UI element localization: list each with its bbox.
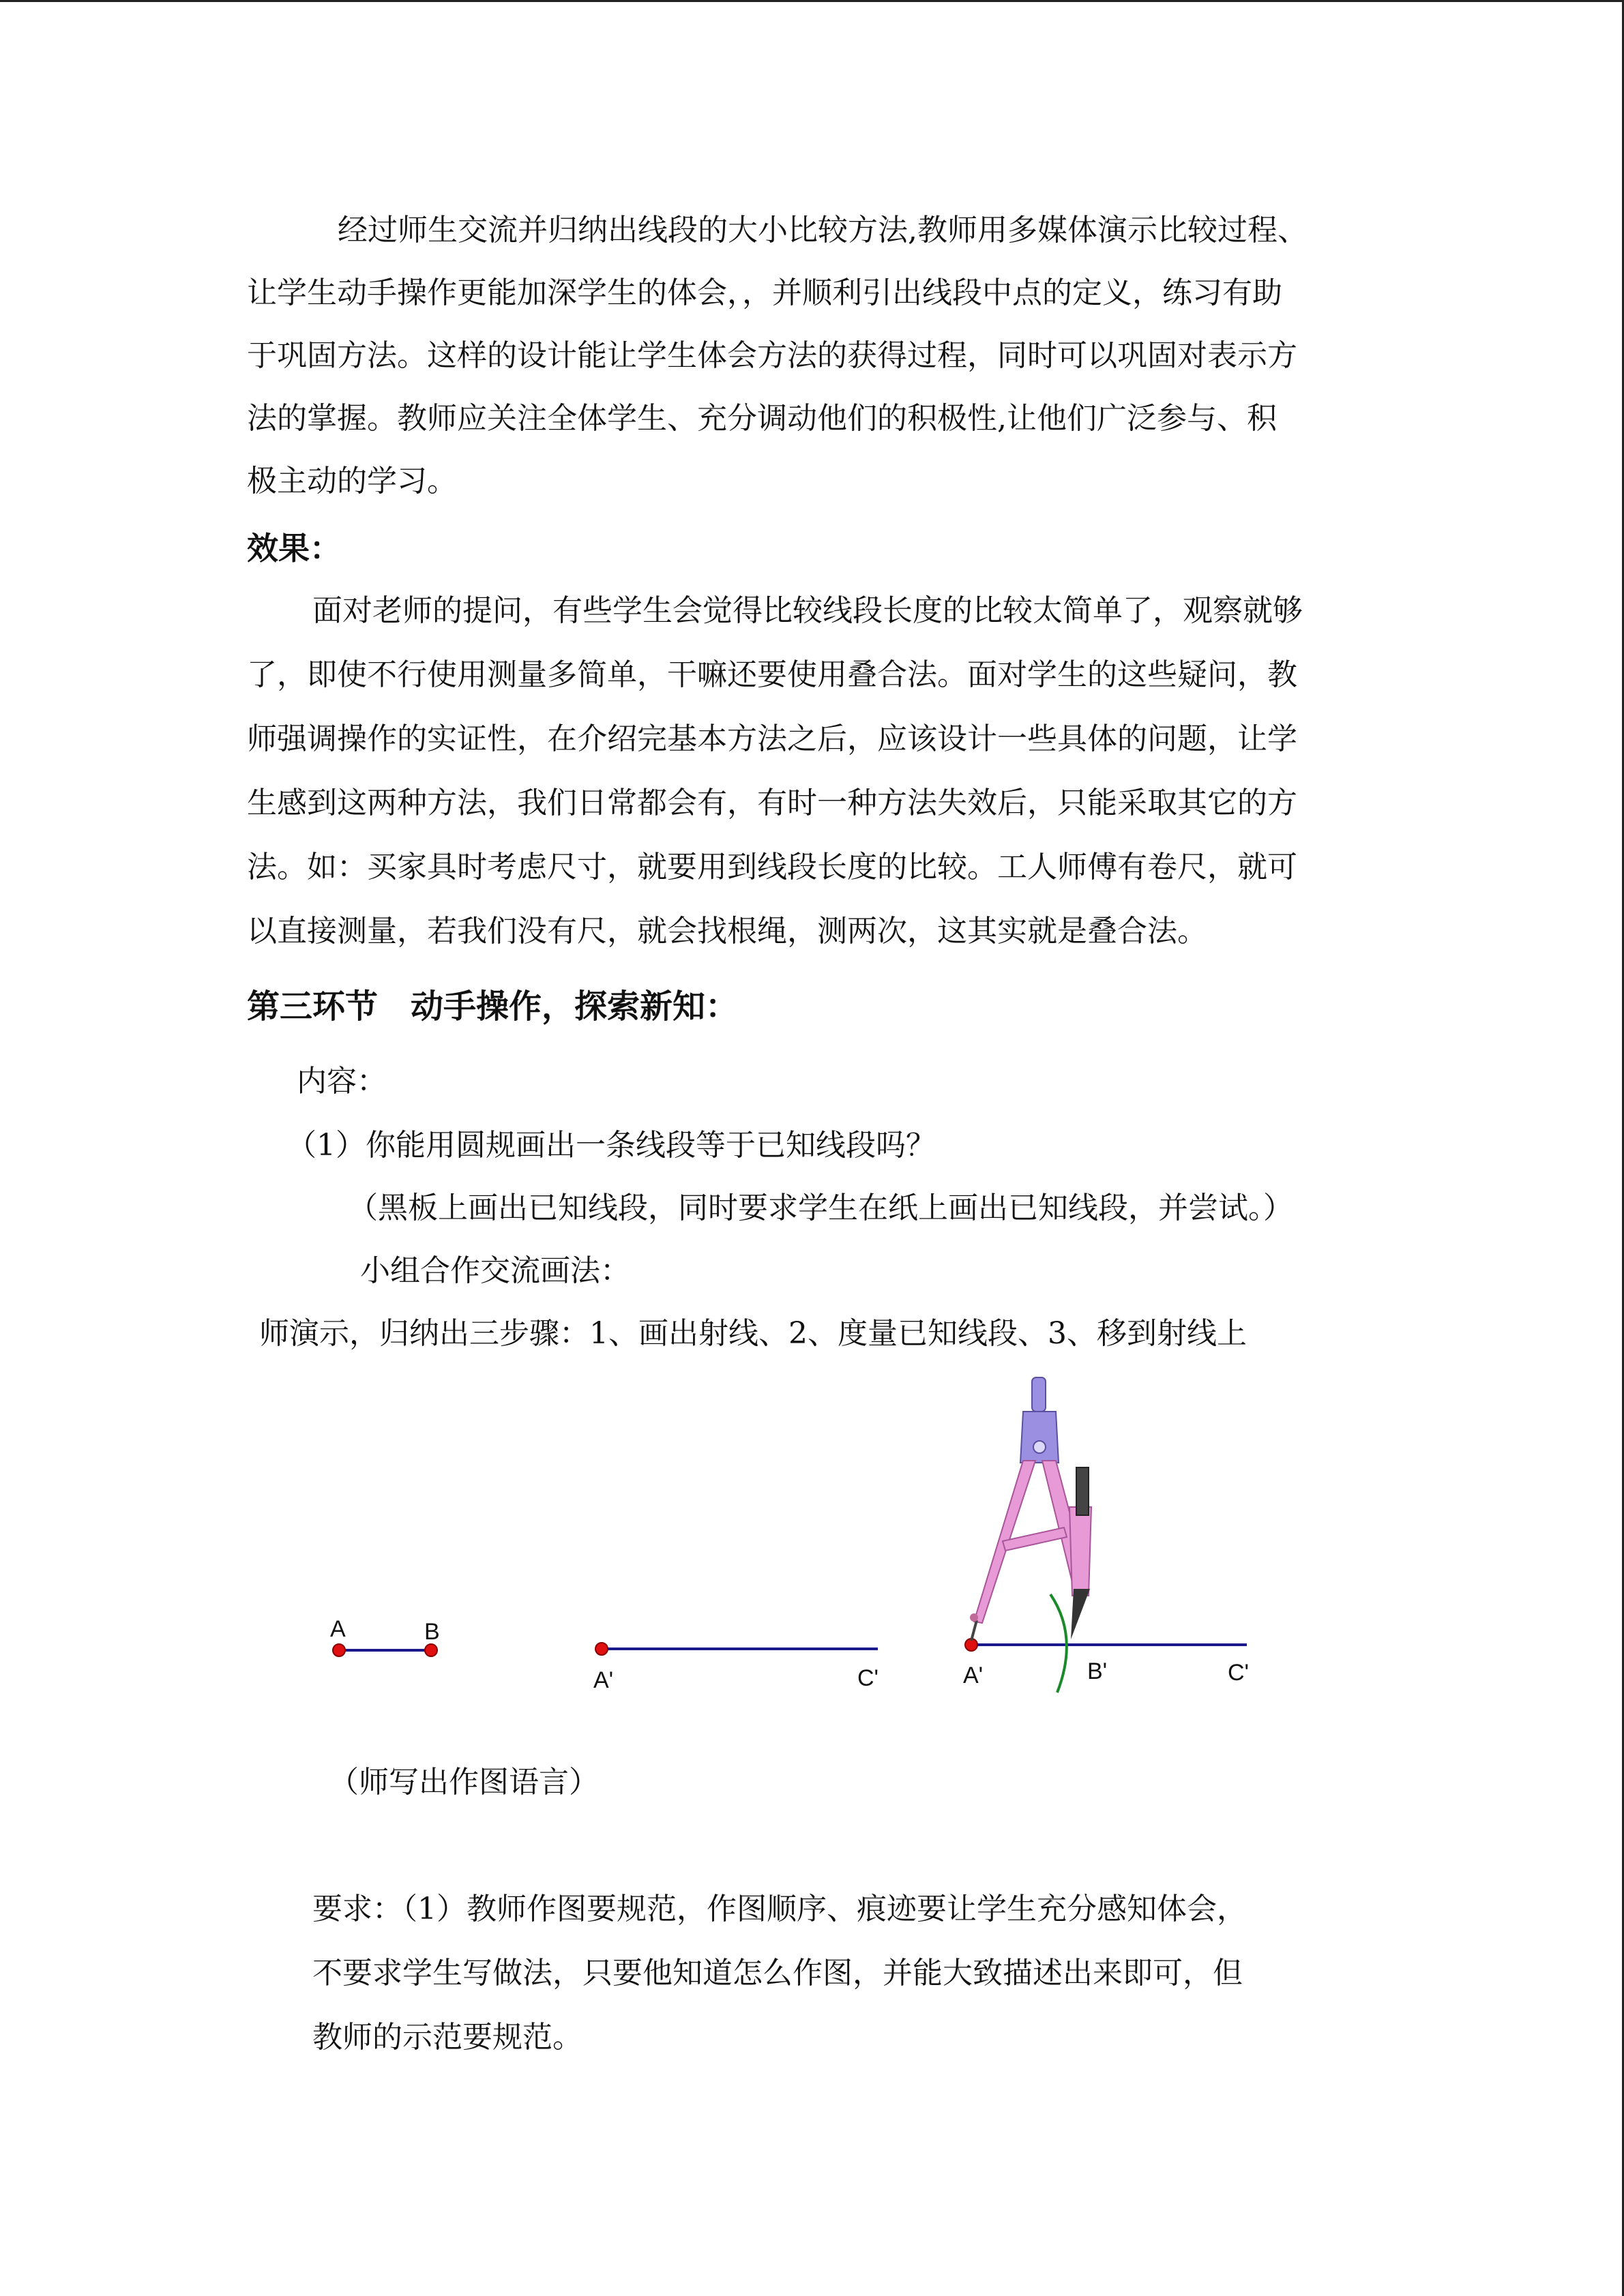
paragraph-line: 以直接测量，若我们没有尺，就会找根绳，测两次，这其实就是叠合法。 xyxy=(247,914,1207,949)
point-a xyxy=(333,1644,345,1656)
label-construction-start: A' xyxy=(963,1663,984,1688)
construction-group xyxy=(963,1377,1249,1693)
label-b: B xyxy=(424,1619,440,1645)
content-label: 内容： xyxy=(297,1064,387,1099)
effect-heading: 效果： xyxy=(247,530,341,567)
paragraph-line: 生感到这两种方法，我们日常都会有，有时一种方法失效后，只能采取其它的方 xyxy=(247,786,1297,820)
label-construction-end: C' xyxy=(1228,1660,1250,1686)
note-text: （黑板上画出已知线段，同时要求学生在纸上画出已知线段，并尝试。） xyxy=(348,1191,1293,1225)
segment-ab xyxy=(330,1616,440,1656)
steps-text: 师演示，归纳出三步骤：1、画出射线、2、度量已知线段、3、移到射线上 xyxy=(259,1316,1247,1351)
ray-start-point xyxy=(595,1643,608,1655)
paragraph-line: 法的掌握。教师应关注全体学生、充分调动他们的积极性,让他们广泛参与、积 xyxy=(247,401,1277,436)
paragraph-line: 师强调操作的实证性，在介绍完基本方法之后，应该设计一些具体的问题，让学 xyxy=(247,721,1297,756)
label-a: A xyxy=(330,1616,346,1642)
paragraph-line: 了，即使不行使用测量多简单，干嘛还要使用叠合法。面对学生的这些疑问，教 xyxy=(247,657,1297,692)
requirement-line: 教师的示范要规范。 xyxy=(312,2020,582,2055)
ray-ac xyxy=(593,1643,879,1693)
requirement-line: 要求：（1）教师作图要规范，作图顺序、痕迹要让学生充分感知体会， xyxy=(312,1892,1247,1926)
label-ray-start: A' xyxy=(593,1667,614,1693)
label-ray-end: C' xyxy=(857,1665,879,1691)
section-heading: 第三环节 动手操作，探索新知： xyxy=(247,987,739,1026)
label-construction-mid: B' xyxy=(1087,1658,1108,1684)
page-top-border xyxy=(0,0,1624,2)
figure-caption: （师写出作图语言） xyxy=(329,1765,599,1800)
paragraph-line: 极主动的学习。 xyxy=(247,464,457,498)
construction-figure xyxy=(0,1357,1624,1712)
paragraph-line: 让学生动手操作更能加深学生的体会，，并顺利引出线段中点的定义，练习有助 xyxy=(247,275,1282,310)
paragraph-line: 经过师生交流并归纳出线段的大小比较方法,教师用多媒体演示比较过程、 xyxy=(338,213,1308,248)
question-text: （1）你能用圆规画出一条线段等于已知线段吗？ xyxy=(286,1128,936,1163)
paragraph-line: 面对老师的提问，有些学生会觉得比较线段长度的比较太简单了，观察就够 xyxy=(312,593,1303,628)
requirement-line: 不要求学生写做法，只要他知道怎么作图，并能大致描述出来即可，但 xyxy=(312,1956,1243,1991)
paragraph-line: 于巩固方法。这样的设计能让学生体会方法的获得过程，同时可以巩固对表示方 xyxy=(247,338,1297,373)
point-b xyxy=(425,1644,437,1656)
compass-icon xyxy=(970,1377,1091,1641)
paragraph-line: 法。如：买家具时考虑尺寸，就要用到线段长度的比较。工人师傅有卷尺，就可 xyxy=(247,850,1297,884)
group-text: 小组合作交流画法： xyxy=(360,1253,630,1288)
